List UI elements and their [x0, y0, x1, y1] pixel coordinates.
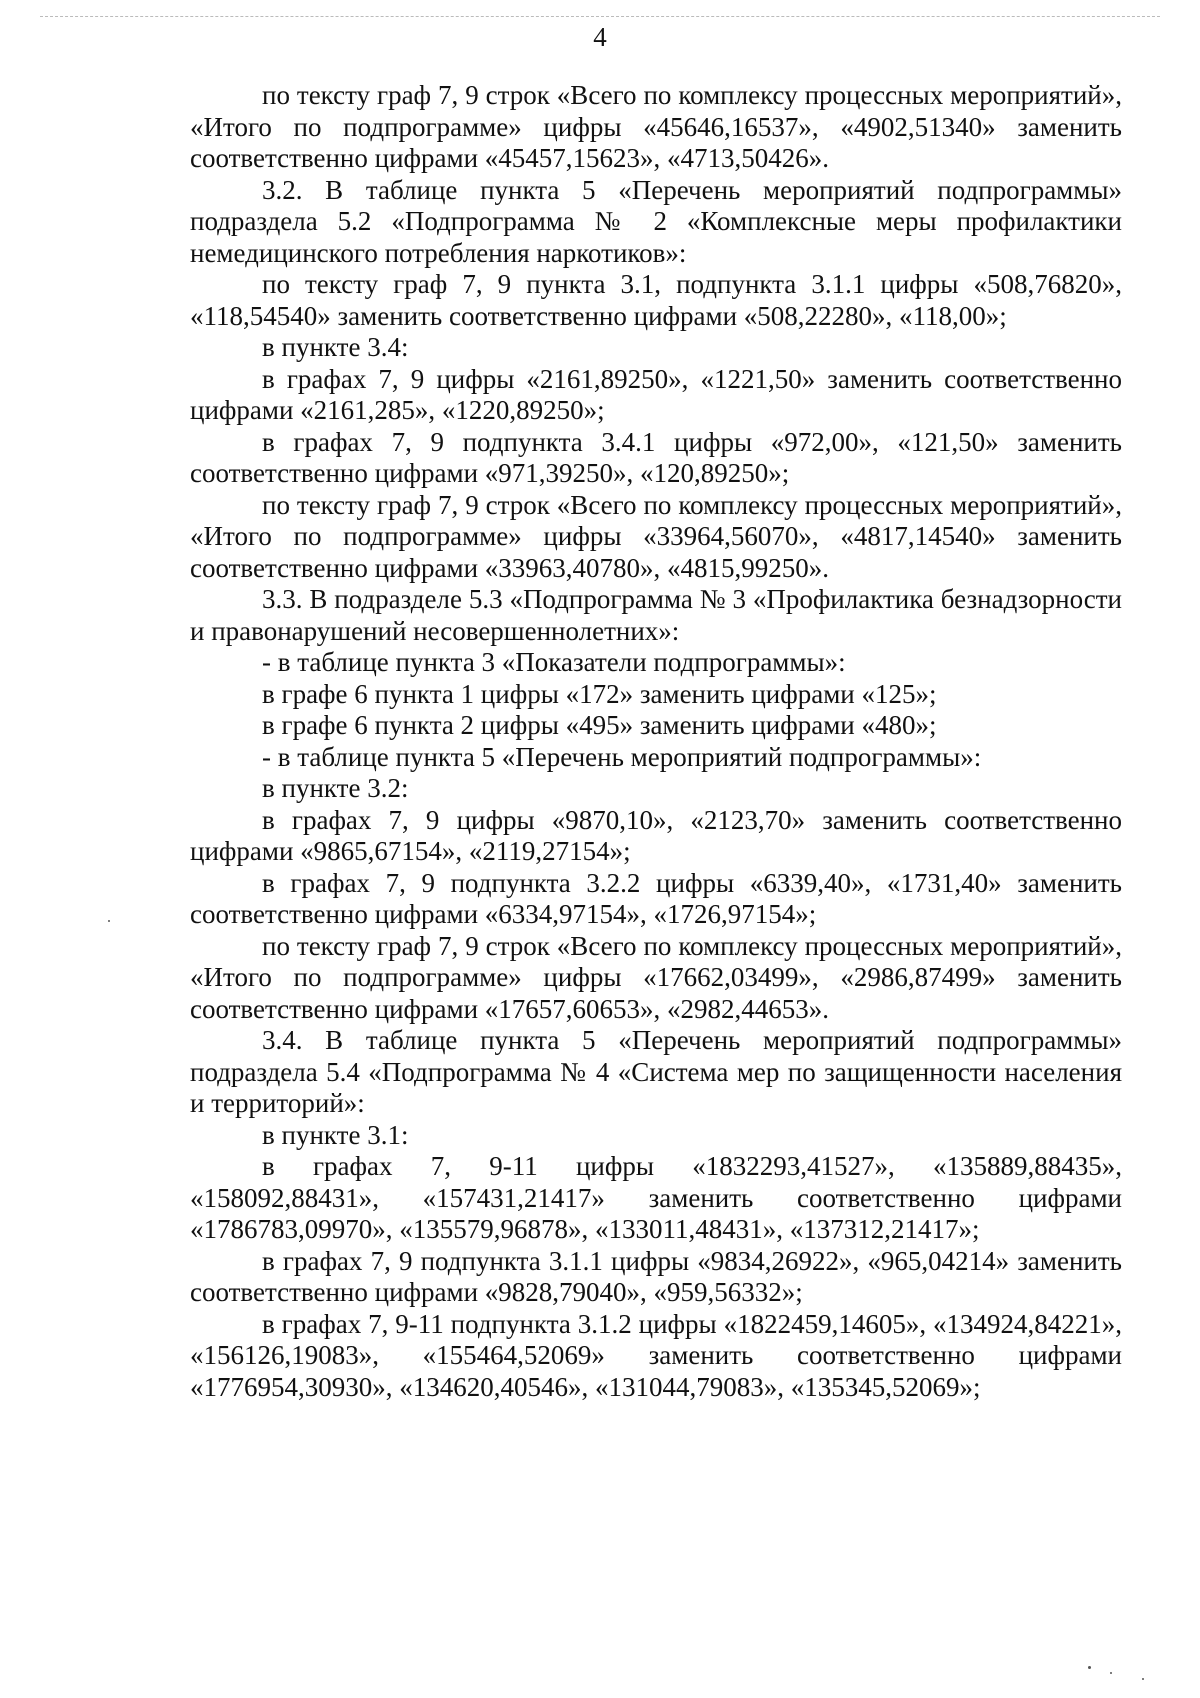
paragraph: в графе 6 пункта 2 цифры «495» заменить цифрами «480»; — [262, 710, 937, 740]
paragraph: в графах 7, 9 цифры «9870,10», «2123,70» заменить соответственно цифрами «9865,67154», «2119,27154»; — [190, 804, 1122, 866]
paragraph: в графах 7, 9 подпункта 3.2.2 цифры «6339,40», «1731,40» заменить соответственно цифрами «6334,97154», «1726,97154»; — [190, 867, 1122, 929]
paragraph: в графах 7, 9-11 цифры «1832293,41527», «135889,88435», «158092,88431», «157431,21417» заменить соответственно цифрами «1786783,09970», «135579,96878», «133011,48431», «137312,21417»; — [190, 1151, 1122, 1244]
scan-speck — [108, 920, 110, 922]
scan-speck — [1088, 1666, 1091, 1669]
paragraph: - в таблице пункта 5 «Перечень мероприятий подпрограммы»: — [262, 741, 982, 772]
scan-speck — [1142, 1678, 1144, 1680]
paragraph: 3.4. В таблице пункта 5 «Перечень мероприятий подпрограммы» подраздела 5.4 «Подпрограмма № 4 «Система мер по защищенности населения и территорий»: — [190, 1025, 1122, 1118]
paragraph: по тексту граф 7, 9 пункта 3.1, подпункта 3.1.1 цифры «508,76820», «118,54540» заменить соответственно цифрами «508,22280», «118,00»; — [190, 269, 1122, 331]
paragraph: в графах 7, 9 цифры «2161,89250», «1221,50» заменить соответственно цифрами «2161,285», «1220,89250»; — [190, 363, 1122, 425]
paragraph: в пункте 3.4: — [262, 332, 409, 362]
paragraph: в графе 6 пункта 1 цифры «172» заменить цифрами «125»; — [262, 678, 937, 709]
paragraph: в пункте 3.2: — [262, 773, 409, 803]
scan-edge-line — [40, 16, 1160, 17]
page-number: 4 — [593, 22, 607, 52]
paragraph: 3.3. В подразделе 5.3 «Подпрограмма № 3 «Профилактика безнадзорности и правонарушений несовершеннолетних»: — [190, 584, 1122, 646]
paragraph: 3.2. В таблице пункта 5 «Перечень мероприятий подпрограммы» подраздела 5.2 «Подпрограмма № 2 «Комплексные меры профилактики немедицинского потребления наркотиков»: — [190, 174, 1122, 268]
paragraph: по тексту граф 7, 9 строк «Всего по комплексу процессных мероприятий», «Итого по подпрограмме» цифры «45646,16537», «4902,51340» заменить соответственно цифрами «45457,15623», «4713,50426». — [190, 80, 1122, 173]
paragraph: в графах 7, 9-11 подпункта 3.1.2 цифры «1822459,14605», «134924,84221», «156126,19083», «155464,52069» заменить соответственно цифрами «1776954,30930», «134620,40546», «131044,79083», «135345,52069»; — [190, 1308, 1122, 1402]
paragraph: в графах 7, 9 подпункта 3.4.1 цифры «972,00», «121,50» заменить соответственно цифрами «971,39250», «120,89250»; — [190, 426, 1122, 488]
paragraph: по тексту граф 7, 9 строк «Всего по комплексу процессных мероприятий», «Итого по подпрограмме» цифры «17662,03499», «2986,87499» заменить соответственно цифрами «17657,60653», «2982,44653». — [190, 930, 1122, 1024]
paragraph: в графах 7, 9 подпункта 3.1.1 цифры «9834,26922», «965,04214» заменить соответственно цифрами «9828,79040», «959,56332»; — [190, 1245, 1122, 1307]
paragraph: - в таблице пункта 3 «Показатели подпрограммы»: — [262, 647, 846, 677]
paragraph: по тексту граф 7, 9 строк «Всего по комплексу процессных мероприятий», «Итого по подпрограмме» цифры «33964,56070», «4817,14540» заменить соответственно цифрами «33963,40780», «4815,99250». — [190, 489, 1122, 583]
scan-speck — [1110, 1672, 1112, 1674]
paragraph: в пункте 3.1: — [262, 1119, 409, 1150]
document-body — [190, 80, 1122, 1403]
